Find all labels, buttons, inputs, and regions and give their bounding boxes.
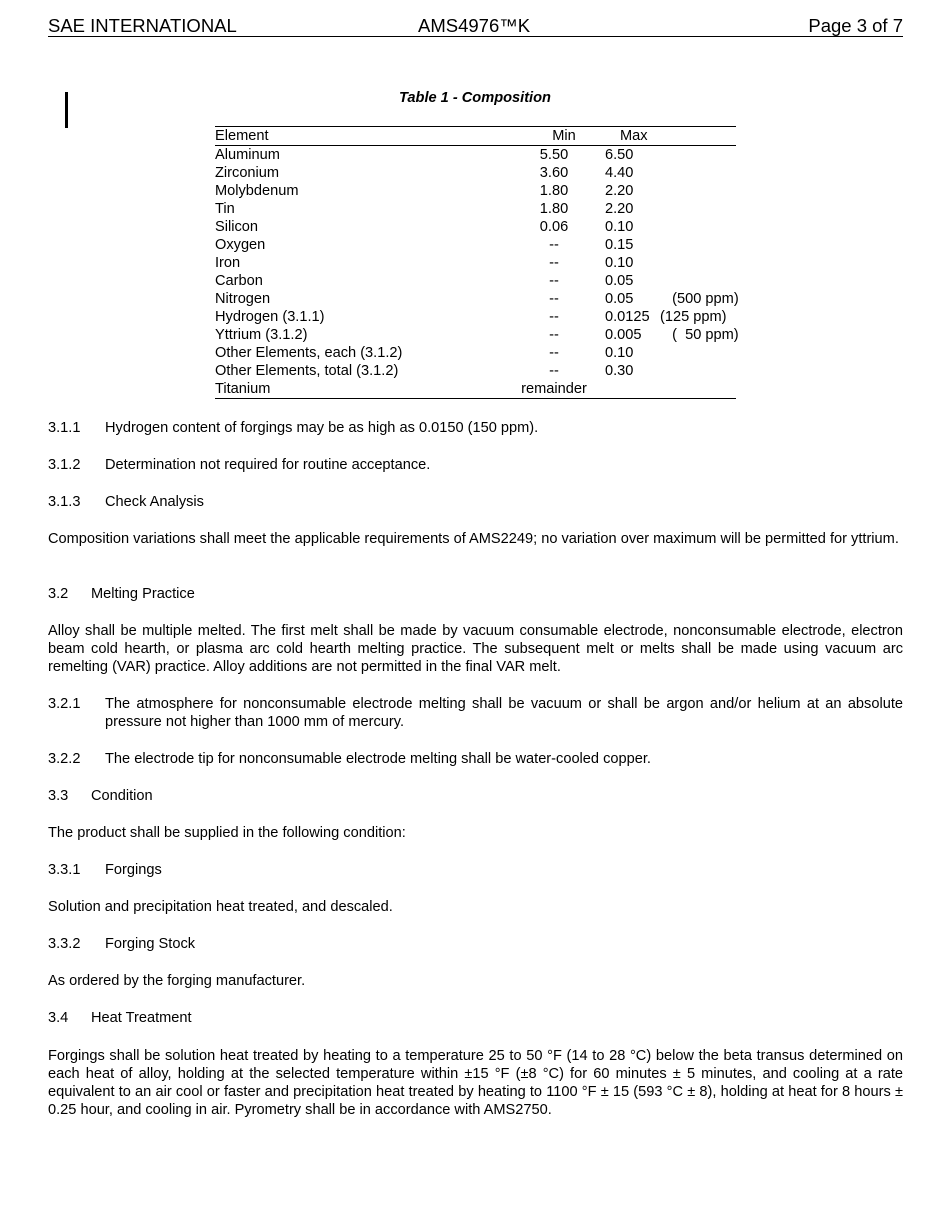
cell-min: 5.50 xyxy=(539,147,569,163)
section-3-1-1 xyxy=(48,419,903,437)
table-row xyxy=(215,272,736,290)
table-row xyxy=(215,380,736,398)
section-text: The electrode tip for nonconsumable electrode melting shall be water-cooled copper. xyxy=(105,751,651,767)
cell-max: 6.50 xyxy=(605,147,634,163)
section-number: 3.3.1 xyxy=(48,862,81,878)
section-heading: Check Analysis xyxy=(105,494,204,510)
paragraph-heat-treatment: Forgings shall be solution heat treated by heating to a temperature 25 to 50 °F (14 to 28 °C) below the beta transus determined on each heat of alloy, holding at the selected temperature within ±15 °F (±8 °C) for 60 minutes ± 5 minutes, and cooling at a rate equivalent to an air cool or faster and precipitation heat treated by heating to 1100 °F ± 15 (593 °C ± 8), holding at heat for 8 hours ± 0.25 hour, and cooling in air. Pyrometry shall be in accordance with AMS2750. xyxy=(48,1048,903,1118)
cell-max: 2.20 xyxy=(605,183,634,199)
paragraph-check-analysis: Composition variations shall meet the applicable requirements of AMS2249; no variation over maximum will be permitted for yttrium. xyxy=(48,531,899,547)
cell-element: Yttrium (3.1.2) xyxy=(215,327,308,343)
cell-element: Nitrogen xyxy=(215,291,271,307)
cell-element: Hydrogen (3.1.1) xyxy=(215,309,325,325)
column-header-max: Max xyxy=(620,128,648,144)
cell-element: Molybdenum xyxy=(215,183,299,199)
paragraph-melting-practice: Alloy shall be multiple melted. The first melt shall be made by vacuum consumable electrode, nonconsumable electrode, electron beam cold hearth, or plasma arc cold hearth melting practice. The subsequent melt or melts shall be made using vacuum arc remelting (VAR) practice. Alloy additions are not permitted in the final VAR melt. xyxy=(48,623,903,675)
table-title: Table 1 - Composition xyxy=(399,90,551,106)
section-heading: Melting Practice xyxy=(91,586,195,602)
cell-element: Aluminum xyxy=(215,147,280,163)
cell-element: Other Elements, total (3.1.2) xyxy=(215,363,399,379)
paragraph-condition: The product shall be supplied in the following condition: xyxy=(48,825,406,841)
cell-min: -- xyxy=(549,309,559,325)
table-row xyxy=(215,344,736,362)
section-heading: Forgings xyxy=(105,862,162,878)
section-3-4-heading xyxy=(48,1009,903,1027)
cell-max: 0.10 xyxy=(605,255,634,271)
section-number: 3.2.1 xyxy=(48,696,81,712)
section-3-3-1-heading xyxy=(48,861,903,879)
section-number: 3.1.1 xyxy=(48,420,81,436)
cell-min: -- xyxy=(549,291,559,307)
section-text: Hydrogen content of forgings may be as high as 0.0150 (150 ppm). xyxy=(105,420,539,436)
table-row xyxy=(215,236,736,254)
cell-min: -- xyxy=(549,237,559,253)
cell-element: Carbon xyxy=(215,273,263,289)
section-heading: Heat Treatment xyxy=(91,1010,192,1026)
cell-min: -- xyxy=(549,255,559,271)
table-row xyxy=(215,362,736,380)
header-organization: SAE INTERNATIONAL xyxy=(48,15,237,36)
cell-max: 0.05 xyxy=(605,291,634,307)
cell-element: Silicon xyxy=(215,219,258,235)
section-heading: Forging Stock xyxy=(105,936,196,952)
section-text: The atmosphere for nonconsumable electrode melting shall be vacuum or shall be argon and/or helium at an absolute pressure not higher than 1000 mm of mercury. xyxy=(105,696,903,730)
table-row xyxy=(215,164,736,182)
column-header-min: Min xyxy=(552,128,576,144)
table-row xyxy=(215,218,736,236)
table-row xyxy=(215,326,739,344)
cell-element: Zirconium xyxy=(215,165,280,181)
composition-table xyxy=(215,126,739,399)
header-document-number: AMS4976™K xyxy=(418,15,531,36)
section-heading: Condition xyxy=(91,788,153,804)
cell-min: -- xyxy=(549,345,559,361)
page-header xyxy=(48,16,903,37)
section-number: 3.1.2 xyxy=(48,457,81,473)
section-3-3-2-heading xyxy=(48,935,903,953)
section-3-2-1 xyxy=(48,695,903,731)
cell-element: Other Elements, each (3.1.2) xyxy=(215,345,403,361)
cell-min: -- xyxy=(549,327,559,343)
section-number: 3.4 xyxy=(48,1010,69,1026)
cell-max: 0.30 xyxy=(605,363,634,379)
cell-max: 0.10 xyxy=(605,345,634,361)
cell-element: Titanium xyxy=(215,381,271,397)
section-3-3-heading xyxy=(48,787,903,805)
cell-min: 3.60 xyxy=(539,165,569,181)
cell-max: 2.20 xyxy=(605,201,634,217)
section-number: 3.1.3 xyxy=(48,494,81,510)
cell-element: Iron xyxy=(215,255,241,271)
paragraph-forging-stock: As ordered by the forging manufacturer. xyxy=(48,973,306,989)
section-3-1-2 xyxy=(48,456,903,474)
cell-max: 0.0125 xyxy=(605,309,650,325)
table-header-row xyxy=(215,127,736,146)
section-number: 3.3.2 xyxy=(48,936,81,952)
cell-max: 0.10 xyxy=(605,219,634,235)
column-header-element: Element xyxy=(215,128,269,144)
cell-element: Tin xyxy=(215,201,235,217)
table-row xyxy=(215,182,736,200)
cell-max: 4.40 xyxy=(605,165,634,181)
cell-min: 1.80 xyxy=(539,201,569,217)
cell-max: 0.05 xyxy=(605,273,634,289)
section-text: Determination not required for routine acceptance. xyxy=(105,457,431,473)
table-row xyxy=(215,254,736,272)
cell-element: Oxygen xyxy=(215,237,266,253)
section-3-2-2 xyxy=(48,750,903,768)
section-number: 3.2 xyxy=(48,586,69,602)
cell-min: -- xyxy=(549,273,559,289)
header-page-number: Page 3 of 7 xyxy=(808,15,903,36)
section-3-1-3-heading xyxy=(48,493,903,511)
table-row xyxy=(215,290,739,308)
table-row xyxy=(215,146,736,164)
cell-note: (500 ppm) xyxy=(660,291,739,307)
section-number: 3.3 xyxy=(48,788,69,804)
cell-max: 0.15 xyxy=(605,237,634,253)
table-row xyxy=(215,200,736,218)
cell-note: ( 50 ppm) xyxy=(660,327,739,343)
table-row xyxy=(215,308,736,326)
section-3-2-heading xyxy=(48,585,903,603)
cell-min: 1.80 xyxy=(539,183,569,199)
cell-min: -- xyxy=(549,363,559,379)
table-body xyxy=(215,146,739,398)
cell-min: 0.06 xyxy=(539,219,569,235)
cell-note: (125 ppm) xyxy=(660,309,727,325)
paragraph-forgings: Solution and precipitation heat treated, and descaled. xyxy=(48,899,393,915)
cell-max: 0.005 xyxy=(605,327,642,343)
section-number: 3.2.2 xyxy=(48,751,81,767)
cell-min: remainder xyxy=(521,381,587,397)
